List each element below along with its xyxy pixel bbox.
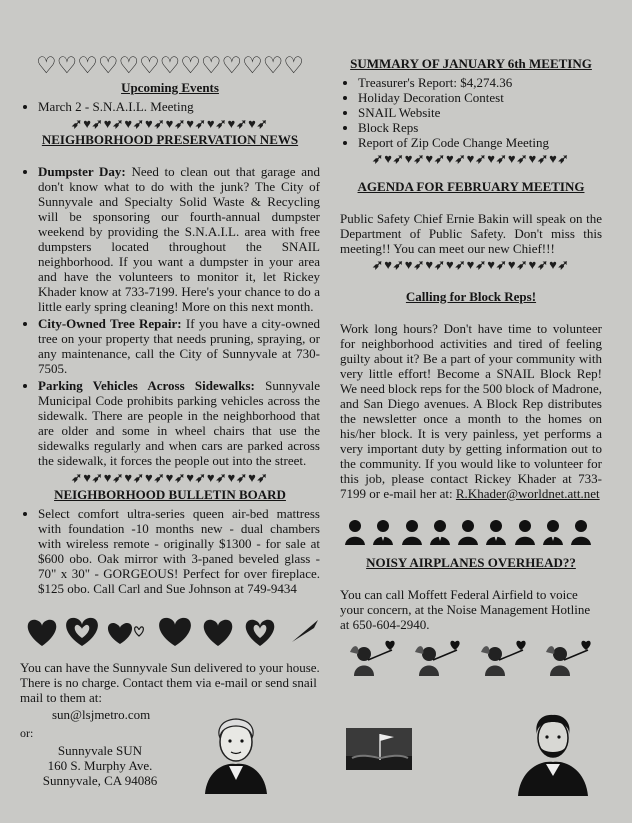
- bulletin-list: [20, 506, 320, 596]
- hearts-border-icon: ♡♡♡♡♡♡♡♡♡♡♡♡♡: [35, 54, 305, 77]
- cupid-icon: [544, 640, 594, 680]
- president-silhouette-icon: [401, 519, 423, 545]
- list-item: • Block Reps: [358, 120, 602, 135]
- agenda-heading: AGENDA FOR FEBRUARY MEETING: [357, 179, 585, 194]
- cupid-icon: [413, 640, 463, 680]
- list-item: • Select comfort ultra-series queen air-bed mattress with foundation -10 months new - dual chambers with wireless remote - originally $1300 - for sale at $600 obo. Oak mirror with 3-paned beveled glass - 70" x 30" - GORGEOUS! Perfect for over fireplace. $125 obo. Call Carl and Sue Johnson at 749-9434: [38, 506, 320, 596]
- news-list: [20, 164, 320, 468]
- news-item-title: Parking Vehicles Across Sidewalks:: [38, 378, 255, 393]
- big-hearts-icon: [20, 614, 320, 650]
- president-silhouette-icon: [570, 519, 592, 545]
- list-item: • SNAIL Website: [358, 105, 602, 120]
- list-item: [38, 164, 320, 314]
- mailing-address: [20, 743, 170, 788]
- news-heading: NEIGHBORHOOD PRESERVATION NEWS: [41, 132, 299, 147]
- list-item: [38, 316, 320, 376]
- summary-heading: SUMMARY OF JANUARY 6th MEETING: [350, 56, 592, 71]
- president-silhouette-icon: [372, 519, 394, 545]
- cupid-icon: [479, 640, 529, 680]
- president-silhouette-icon: [429, 519, 451, 545]
- list-item: • Report of Zip Code Change Meeting: [358, 135, 602, 150]
- president-silhouette-icon: [514, 519, 536, 545]
- news-item-text: Need to clean out that garage and don't know what to do with the junk? The City of Sunnyvale and Specialty Solid Waste & Recycling will be sponsoring our fourth-annual dumpster weekend by providing the S.N.A.I.L. area with free dumpsters located throughout the SNAIL neighborhood. If you want a dumpster in your area and have the volunteers to monitor it, let Rickey Khader know at 733-7199. Here's your chance to do a little early spring cleaning! More on this next month.: [38, 164, 320, 314]
- agenda-text: Public Safety Chief Ernie Bakin will speak on the Department of Public Safety. Don't miss this meeting!! You can meet our new Chief!!!: [340, 211, 602, 256]
- hearts-decoration-icon: [20, 614, 320, 650]
- list-item: • March 2 - S.N.A.I.L. Meeting: [38, 99, 320, 114]
- block-reps-email[interactable]: R.Khader@worldnet.att.net: [455, 486, 600, 501]
- upcoming-events-heading: Upcoming Events: [121, 80, 219, 95]
- airplanes-text: You can call Moffett Federal Airfield to voice your concern, at the Noise Management Hotline at 650-604-2940.: [340, 587, 591, 632]
- president-silhouette-icon: [457, 519, 479, 545]
- bulletin-heading: NEIGHBORHOOD BULLETIN BOARD: [54, 487, 286, 502]
- right-column: [340, 56, 602, 680]
- washington-portrait: [203, 714, 269, 794]
- lincoln-portrait: [516, 712, 590, 796]
- cupid-arrow-border-icon: ➶♥➶♥➶♥➶♥➶♥➶♥➶♥➶♥➶♥➶: [71, 117, 269, 130]
- block-reps-heading: Calling for Block Reps!: [405, 289, 537, 304]
- flag-icon: [346, 728, 412, 770]
- president-silhouette-icon: [542, 519, 564, 545]
- list-item: [38, 378, 320, 468]
- or-label: or:: [20, 726, 34, 740]
- upcoming-events-list: [20, 99, 320, 114]
- cupid-arrow-border-icon: ➶♥➶♥➶♥➶♥➶♥➶♥➶♥➶♥➶♥➶: [372, 152, 570, 165]
- list-item: • Treasurer's Report: $4,274.36: [358, 75, 602, 90]
- list-item: • Holiday Decoration Contest: [358, 90, 602, 105]
- cupid-arrow-border-icon: ➶♥➶♥➶♥➶♥➶♥➶♥➶♥➶♥➶♥➶: [372, 258, 570, 271]
- cupid-icon: [348, 640, 398, 680]
- address-line: 160 S. Murphy Ave.: [47, 758, 153, 773]
- block-reps-body: Work long hours? Don't have time to volunteer for neighborhood activities and tired of feeling guilty about it? Be a part of your community with very little effort! Become a SNAIL Block Rep! We need block reps for the 500 block of Madrone, and San Diego avenues. A Block Rep distributes the newsletter once a month to the homes on his/her block. It is very painless, yet performs a very important duty by getting information out to the community. If you would like to volunteer for this job, please contact Rickey Khader at 733-7199 or e-mail her at:: [340, 321, 602, 501]
- summary-list: [340, 75, 602, 150]
- cupids-decoration: [340, 640, 602, 680]
- news-item-title: Dumpster Day:: [38, 164, 126, 179]
- president-silhouette-icon: [485, 519, 507, 545]
- left-column: [20, 40, 320, 788]
- news-item-text: If you have a city-owned tree on your property that needs pruning, spraying, or any maintenance, call the City of Sunnyvale at 730-7505.: [38, 316, 320, 376]
- news-item-text: Sunnyvale Municipal Code prohibits parking vehicles across the sidewalk. There are people in the neighborhood that are older and some in wheel chairs that use the sidewalks regularly and when cars are parked across the sidewalk, it forces the people out into the street.: [38, 378, 320, 468]
- sun-email[interactable]: sun@lsjmetro.com: [52, 707, 151, 722]
- cupid-arrow-border-icon: ➶♥➶♥➶♥➶♥➶♥➶♥➶♥➶♥➶♥➶: [71, 471, 269, 484]
- address-line: Sunnyvale, CA 94086: [42, 773, 158, 788]
- sun-delivery-text: You can have the Sunnyvale Sun delivered to your house. There is no charge. Contact them via e-mail or send snail mail to them at:: [20, 660, 320, 705]
- address-line: Sunnyvale SUN: [57, 743, 143, 758]
- president-silhouettes: [344, 519, 592, 545]
- block-reps-text: [340, 321, 602, 501]
- airplanes-heading: NOISY AIRPLANES OVERHEAD??: [366, 555, 576, 570]
- news-item-title: City-Owned Tree Repair:: [38, 316, 182, 331]
- president-silhouette-icon: [344, 519, 366, 545]
